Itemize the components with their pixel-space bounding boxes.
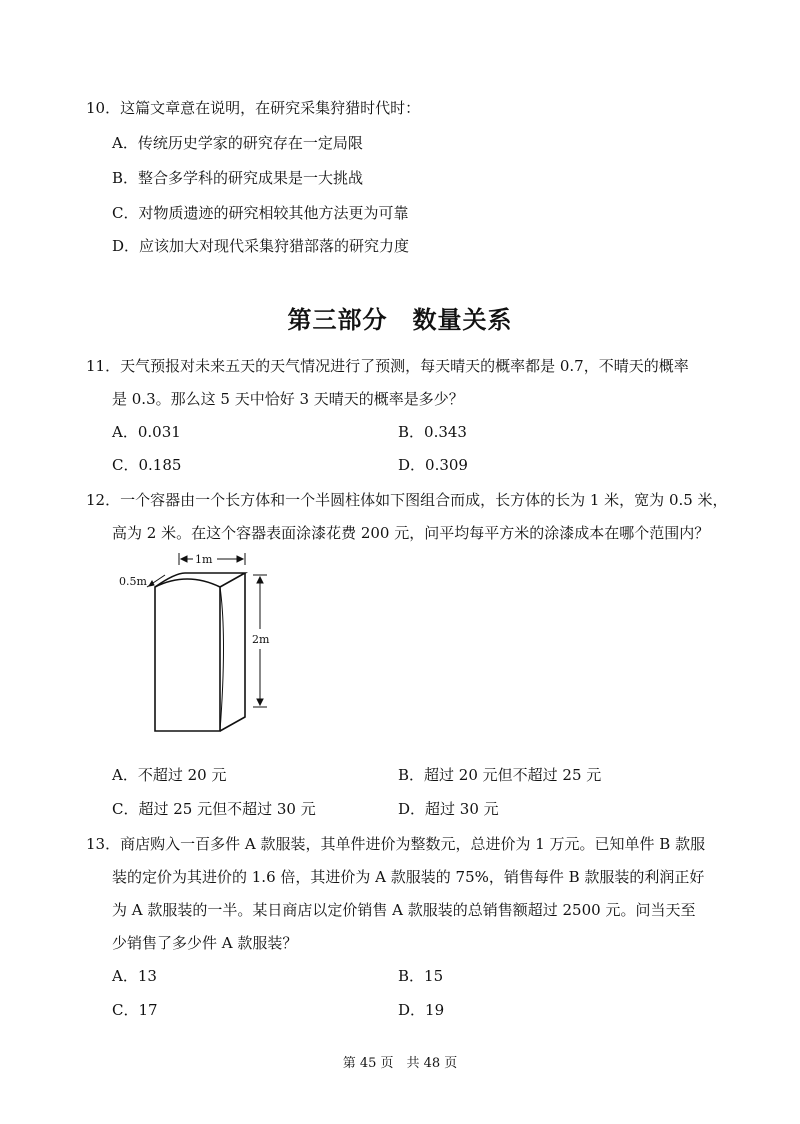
q13-option-c: C．17 xyxy=(112,1001,158,1019)
q12-option-a: A．不超过 20 元 xyxy=(112,766,227,784)
q13-stem-line1: 13．商店购入一百多件 A 款服装，其单件进价为整数元，总进价为 1 万元。已知单件 B 款服 xyxy=(86,835,706,853)
figure-label-height: 2m xyxy=(252,633,270,646)
q11-option-a: A．0.031 xyxy=(112,423,181,441)
q11-option-d: D．0.309 xyxy=(398,456,468,474)
container-figure xyxy=(115,547,295,747)
q11-option-c: C．0.185 xyxy=(112,456,182,474)
q10-option-c: C．对物质遗迹的研究相较其他方法更为可靠 xyxy=(112,204,409,222)
q12-stem-line2: 高为 2 米。在这个容器表面涂漆花费 200 元，问平均每平方米的涂漆成本在哪个范围内？ xyxy=(112,524,710,542)
q11-option-b: B．0.343 xyxy=(398,423,467,441)
q13-stem-line4: 少销售了多少件 A 款服装？ xyxy=(112,934,298,952)
q10-stem: 10．这篇文章意在说明，在研究采集狩猎时代时： xyxy=(86,99,421,117)
q11-stem-line1: 11．天气预报对未来五天的天气情况进行了预测，每天晴天的概率都是 0.7，不晴天的概率 xyxy=(86,357,689,375)
q13-option-b: B．15 xyxy=(398,967,444,985)
q10-option-b: B．整合多学科的研究成果是一大挑战 xyxy=(112,169,364,187)
q13-stem-line3: 为 A 款服装的一半。某日商店以定价销售 A 款服装的总销售额超过 2500 元。问当天至 xyxy=(112,901,696,919)
q13-option-a: A．13 xyxy=(112,967,157,985)
figure-label-width: 0.5m xyxy=(119,575,147,588)
figure-label-length: 1m xyxy=(195,553,213,566)
q10-option-d: D．应该加大对现代采集狩猎部落的研究力度 xyxy=(112,237,410,255)
page-footer: 第 45 页 共 48 页 xyxy=(342,1056,458,1071)
q12-stem-line1: 12．一个容器由一个长方体和一个半圆柱体如下图组合而成，长方体的长为 1 米，宽为 0.5 米， xyxy=(86,491,728,509)
q12-option-b: B．超过 20 元但不超过 25 元 xyxy=(398,766,602,784)
q10-option-a: A．传统历史学家的研究存在一定局限 xyxy=(112,134,363,152)
figure-front-outline xyxy=(155,579,220,731)
q11-stem-line2: 是 0.3。那么这 5 天中恰好 3 天晴天的概率是多少？ xyxy=(112,390,464,408)
q12-option-d: D．超过 30 元 xyxy=(398,800,499,818)
q13-option-d: D．19 xyxy=(398,1001,445,1019)
q12-option-c: C．超过 25 元但不超过 30 元 xyxy=(112,800,316,818)
section-title: 第三部分 数量关系 xyxy=(287,306,513,334)
q13-stem-line2: 装的定价为其进价的 1.6 倍，其进价为 A 款服装的 75%，销售每件 B 款服装的利润正好 xyxy=(112,868,705,886)
